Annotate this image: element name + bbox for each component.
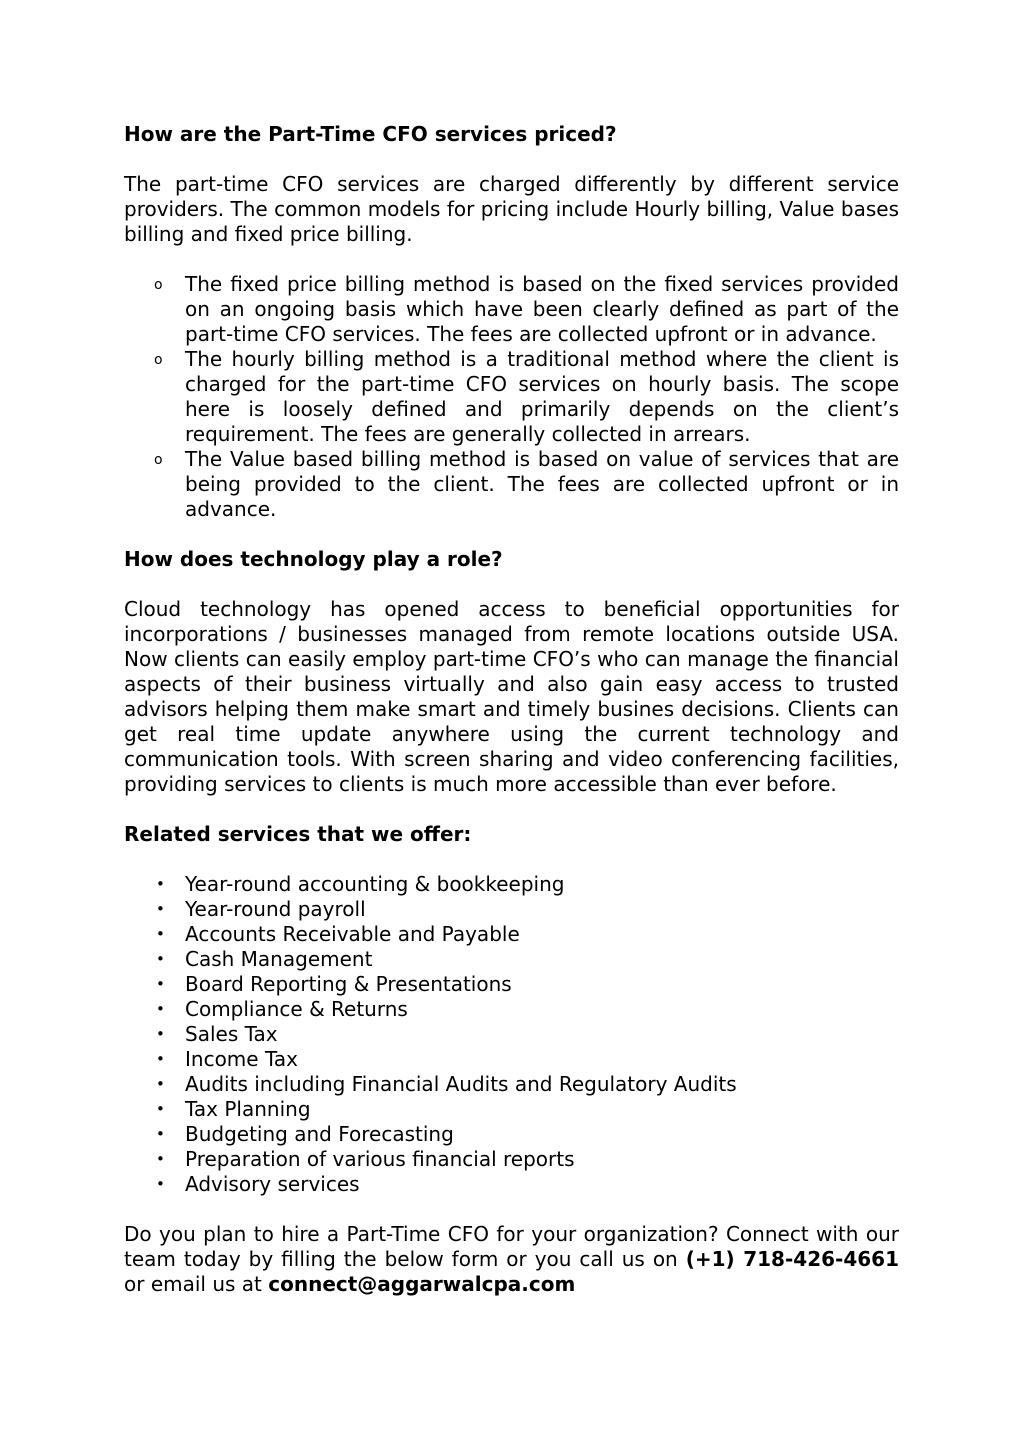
list-item [124,1047,899,1072]
circle-bullet-icon: o [154,352,163,368]
list-item-text: The hourly billing method is a traditional method where the client is charged for the part-time CFO services on hourly basis. The scope here is loosely defined and primarily depends on the client’s requirement. The fees are generally collected in arrears. [185,347,899,446]
pricing-intro: The part-time CFO services are charged differently by different service providers. The common models for pricing include Hourly billing, Value bases billing and fixed price billing. [124,172,899,246]
list-item [124,1097,899,1122]
list-item [124,997,899,1022]
list-item [124,1147,899,1172]
list-item [124,1172,899,1197]
bullet-dot-icon: • [156,950,165,968]
bullet-dot-icon: • [156,975,165,993]
technology-heading: How does technology play a role? [124,547,503,571]
pricing-methods-list [124,272,899,522]
bullet-dot-icon: • [156,1075,165,1093]
service-item-text: Tax Planning [185,1097,311,1121]
bullet-dot-icon: • [156,1125,165,1143]
list-item [124,447,899,522]
service-item-text: Income Tax [185,1047,298,1071]
services-list [124,872,899,1197]
bullet-dot-icon: • [156,1025,165,1043]
service-item-text: Year-round accounting & bookkeeping [185,872,565,896]
service-item-text: Audits including Financial Audits and Regulatory Audits [185,1072,737,1096]
service-item-text: Preparation of various financial reports [185,1147,575,1171]
bullet-dot-icon: • [156,925,165,943]
service-item-text: Board Reporting & Presentations [185,972,512,996]
contact-paragraph [124,1222,899,1297]
list-item [124,1072,899,1097]
list-item [124,897,899,922]
bullet-dot-icon: • [156,875,165,893]
service-item-text: Sales Tax [185,1022,278,1046]
contact-email: connect@aggarwalcpa.com [268,1272,576,1296]
list-item-text: The Value based billing method is based on value of services that are being provided to the client. The fees are collected upfront or in advance. [185,447,899,521]
list-item [124,872,899,897]
service-item-text: Cash Management [185,947,373,971]
service-item-text: Compliance & Returns [185,997,408,1021]
services-heading: Related services that we offer: [124,822,472,846]
service-item-text: Budgeting and Forecasting [185,1122,454,1146]
service-item-text: Advisory services [185,1172,360,1196]
contact-phone: (+1) 718-426-4661 [685,1247,899,1271]
bullet-dot-icon: • [156,1175,165,1193]
circle-bullet-icon: o [154,452,163,468]
list-item [124,947,899,972]
list-item [124,1122,899,1147]
service-item-text: Accounts Receivable and Payable [185,922,520,946]
list-item [124,1022,899,1047]
pricing-heading: How are the Part-Time CFO services priced? [124,122,617,146]
list-item [124,972,899,997]
bullet-dot-icon: • [156,1050,165,1068]
service-item-text: Year-round payroll [185,897,366,921]
list-item-text: The fixed price billing method is based on the fixed services provided on an ongoing basis which have been clearly defined as part of the part-time CFO services. The fees are collected upfront or in advance. [185,272,899,346]
contact-text: Do you plan to hire a Part-Time CFO for your organization? Connect with our team today by filling the below form or you call us on [124,1222,899,1271]
bullet-dot-icon: • [156,900,165,918]
list-item [124,272,899,347]
document-page [124,122,899,1322]
bullet-dot-icon: • [156,1150,165,1168]
contact-text: or email us at [124,1272,269,1296]
bullet-dot-icon: • [156,1100,165,1118]
list-item [124,922,899,947]
technology-body: Cloud technology has opened access to beneficial opportunities for incorporations / businesses managed from remote locations outside USA. Now clients can easily employ part-time CFO’s who can manage the financial aspects of their business virtually and also gain easy access to trusted advisors helping them make smart and timely busines decisions. Clients can get real time update anywhere using the current technology and communication tools. With screen sharing and video conferencing facilities, providing services to clients is much more accessible than ever before. [124,597,899,796]
circle-bullet-icon: o [154,277,163,293]
bullet-dot-icon: • [156,1000,165,1018]
list-item [124,347,899,447]
